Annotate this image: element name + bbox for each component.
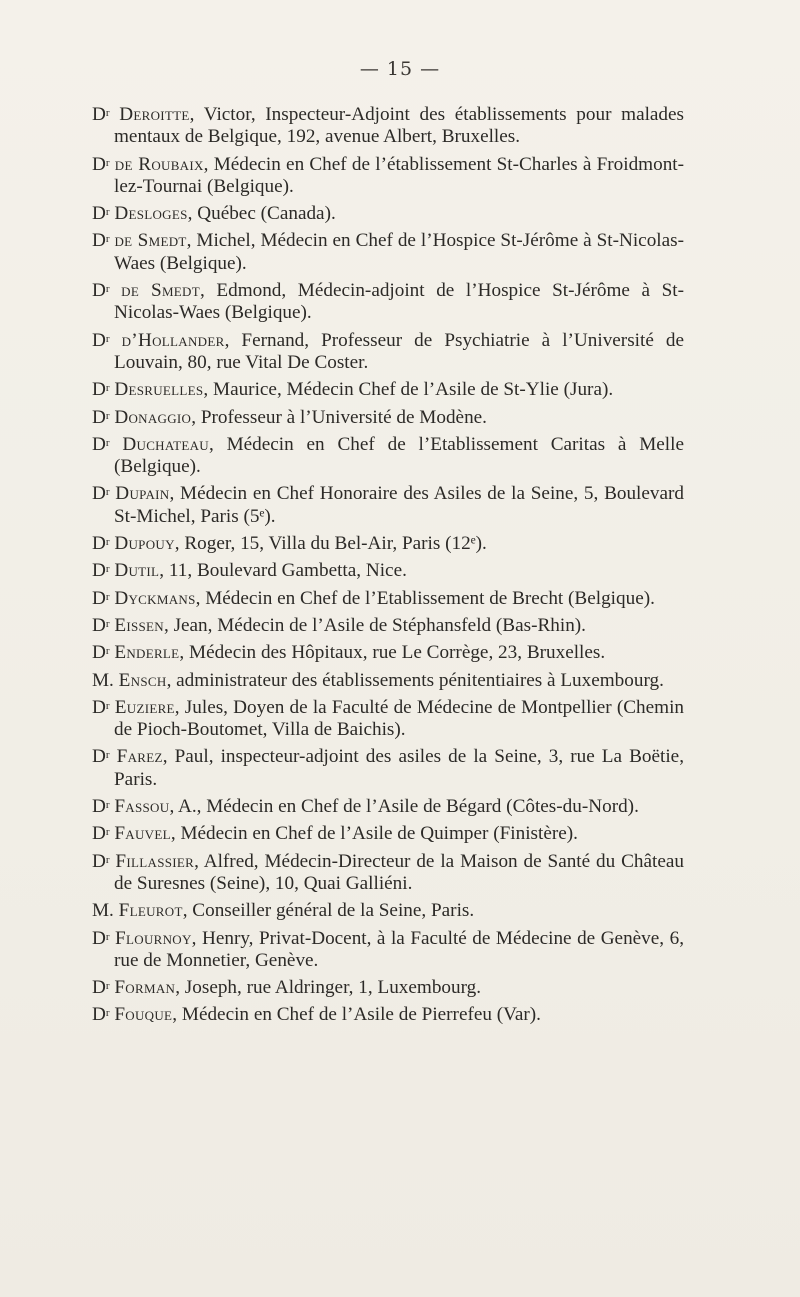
honorific-superscript: r <box>105 617 110 630</box>
honorific <box>92 434 110 455</box>
member-name: Fauvel <box>114 823 171 845</box>
honorific <box>92 642 110 663</box>
member-name: Dyckmans <box>114 587 196 609</box>
list-item <box>92 230 684 275</box>
member-name: Fassou <box>114 796 170 818</box>
member-details: , Médecin en Chef de l’Etablissement Caritas à Melle (Belgique). <box>114 433 684 478</box>
honorific-text: D <box>92 642 106 664</box>
list-item <box>92 379 684 401</box>
honorific-superscript: r <box>105 536 110 549</box>
honorific-text: D <box>92 230 106 252</box>
member-name: Enderle <box>114 642 180 664</box>
honorific-superscript: r <box>105 1007 110 1020</box>
member-details: , Médecin en Chef Honoraire des Asiles de la Seine, 5, Boulevard St-Michel, Paris (5ᵉ). <box>114 483 684 527</box>
member-name: Ensch <box>118 669 167 691</box>
member-details: , Professeur à l’Université de Modène. <box>191 406 487 428</box>
member-details: , Joseph, rue Aldringer, 1, Luxembourg. <box>175 977 482 999</box>
honorific <box>92 670 114 691</box>
member-list <box>92 104 684 1032</box>
honorific-text: D <box>92 850 106 872</box>
honorific <box>92 588 110 609</box>
member-name: Dupain <box>115 483 170 505</box>
list-item <box>92 900 684 922</box>
member-details: , Victor, Inspecteur-Adjoint des établissements pour malades mentaux de Belgique, 192, avenue Albert, Bruxelles. <box>114 104 685 148</box>
honorific-superscript: r <box>105 486 110 499</box>
honorific-text: D <box>92 379 106 401</box>
member-details: , Jules, Doyen de la Faculté de Médecine de Montpellier (Chemin de Pioch-Boutomet, Villa de Baichis). <box>114 696 685 741</box>
honorific-superscript: r <box>105 332 110 345</box>
member-name: Desruelles <box>114 379 204 401</box>
list-item <box>92 104 684 149</box>
member-name: Flournoy <box>115 927 192 949</box>
honorific-superscript: r <box>105 382 110 395</box>
member-details: , Québec (Canada). <box>187 203 336 225</box>
honorific-text: D <box>92 1004 106 1026</box>
honorific <box>92 330 110 351</box>
member-name: de Smedt <box>121 280 200 302</box>
list-item <box>92 330 684 375</box>
member-details: , Michel, Médecin en Chef de l’Hospice St-Jérôme à St-Nicolas-Waes (Belgique). <box>114 230 684 274</box>
list-item <box>92 483 684 528</box>
honorific-superscript: r <box>105 156 110 169</box>
member-details: , Roger, 15, Villa du Bel-Air, Paris (12ᵉ). <box>174 533 487 555</box>
list-item <box>92 154 684 199</box>
member-details: , 11, Boulevard Gambetta, Nice. <box>159 560 407 582</box>
member-details: , Médecin en Chef de l’Asile de Quimper (Finistère). <box>170 823 578 845</box>
honorific-superscript: r <box>105 699 110 712</box>
member-details: , Paul, inspecteur-adjoint des asiles de la Seine, 3, rue La Boëtie, Paris. <box>114 746 684 790</box>
honorific <box>92 560 110 581</box>
member-details: , Médecin en Chef de l’Asile de Pierrefeu (Var). <box>172 1004 541 1026</box>
honorific-text: D <box>92 483 106 505</box>
member-details: , Conseiller général de la Seine, Paris. <box>182 900 475 922</box>
list-item <box>92 977 684 999</box>
member-name: Dutil <box>114 560 160 582</box>
honorific <box>92 746 110 767</box>
honorific <box>92 154 110 175</box>
honorific-superscript: r <box>105 799 110 812</box>
member-details: , administrateur des établissements pénitentiaires à Luxembourg. <box>166 669 664 691</box>
honorific-text: D <box>92 203 106 225</box>
honorific-superscript: r <box>105 206 110 219</box>
list-item <box>92 588 684 610</box>
list-item <box>92 670 684 692</box>
honorific-superscript: r <box>105 980 110 993</box>
honorific <box>92 407 110 428</box>
list-item <box>92 928 684 973</box>
honorific <box>92 697 110 718</box>
member-name: Donaggio <box>114 406 192 428</box>
honorific-superscript: r <box>105 107 110 119</box>
member-name: Fouque <box>114 1004 173 1026</box>
honorific-text: D <box>92 977 106 999</box>
member-name: Euziere <box>114 696 175 718</box>
member-details: , Jean, Médecin de l’Asile de Stéphansfeld (Bas-Rhin). <box>163 614 586 636</box>
list-item <box>92 434 684 479</box>
member-name: Deroitte <box>119 104 190 125</box>
honorific <box>92 533 110 554</box>
member-details: , Henry, Privat-Docent, à la Faculté de Médecine de Genève, 6, rue de Monnetier, Genève. <box>114 927 684 971</box>
honorific-text: D <box>92 280 106 302</box>
list-item <box>92 796 684 818</box>
honorific-superscript: r <box>105 590 110 603</box>
honorific-text: D <box>92 746 106 768</box>
member-details: , Maurice, Médecin Chef de l’Asile de St-Ylie (Jura). <box>203 379 614 401</box>
list-item <box>92 560 684 582</box>
honorific-superscript: r <box>105 436 110 449</box>
member-details: , Médecin en Chef de l’Etablissement de Brecht (Belgique). <box>195 587 655 609</box>
honorific-text: D <box>92 433 106 455</box>
honorific <box>92 1004 110 1025</box>
honorific <box>92 796 110 817</box>
honorific <box>92 230 110 251</box>
member-name: Farez <box>116 746 163 768</box>
honorific-superscript: r <box>105 283 110 296</box>
honorific-text: M. <box>92 900 114 922</box>
member-name: de Smedt <box>114 230 187 252</box>
honorific <box>92 483 110 504</box>
list-item <box>92 407 684 429</box>
member-details: , Edmond, Médecin-adjoint de l’Hospice St-Jérôme à St-Nicolas-Waes (Belgique). <box>114 280 685 324</box>
member-name: de Roubaix <box>114 153 204 175</box>
member-name: Desloges <box>114 203 188 225</box>
honorific <box>92 823 110 844</box>
honorific-text: D <box>92 823 106 845</box>
member-details: , A., Médecin en Chef de l’Asile de Bégard (Côtes-du-Nord). <box>169 796 639 818</box>
list-item <box>92 746 684 791</box>
member-details: , Alfred, Médecin-Directeur de la Maison de Santé du Château de Suresnes (Seine), 10, Quai Galliéni. <box>114 850 684 894</box>
list-item <box>92 533 684 555</box>
list-item <box>92 615 684 637</box>
member-name: Fleurot <box>118 900 183 922</box>
honorific <box>92 900 114 921</box>
honorific-superscript: r <box>105 826 110 839</box>
member-name: Forman <box>114 977 176 999</box>
honorific-text: D <box>92 533 106 555</box>
page-number: — 15 — <box>359 58 441 80</box>
honorific-superscript: r <box>105 930 110 943</box>
member-name: Eissen <box>114 614 164 636</box>
list-item <box>92 642 684 664</box>
honorific <box>92 615 110 636</box>
honorific-text: D <box>92 329 106 351</box>
list-item <box>92 1004 684 1026</box>
honorific <box>92 851 110 872</box>
honorific-text: D <box>92 153 106 175</box>
honorific-text: D <box>92 560 106 582</box>
member-name: Dupouy <box>114 533 175 555</box>
honorific-superscript: r <box>105 563 110 576</box>
honorific-superscript: r <box>105 853 110 866</box>
list-item <box>92 823 684 845</box>
honorific <box>92 104 110 125</box>
honorific-superscript: r <box>105 409 110 422</box>
honorific-text: D <box>92 696 106 718</box>
honorific-text: D <box>92 104 106 125</box>
honorific <box>92 379 110 400</box>
honorific-text: D <box>92 587 106 609</box>
honorific-text: D <box>92 406 106 428</box>
member-name: Duchateau <box>122 433 209 455</box>
honorific-text: D <box>92 927 106 949</box>
honorific-superscript: r <box>105 645 110 658</box>
honorific <box>92 977 110 998</box>
honorific-text: D <box>92 796 106 818</box>
member-details: , Médecin en Chef de l’établissement St-Charles à Froidmont-lez-Tournai (Belgique). <box>114 153 685 197</box>
honorific <box>92 203 110 224</box>
member-details: , Fernand, Professeur de Psychiatrie à l’Université de Louvain, 80, rue Vital De Coster. <box>114 329 684 373</box>
honorific-text: M. <box>92 669 114 691</box>
honorific-text: D <box>92 614 106 636</box>
member-name: d’Hollander <box>121 329 225 351</box>
honorific <box>92 280 110 301</box>
list-item <box>92 697 684 742</box>
member-name: Fillassier <box>115 850 195 872</box>
list-item <box>92 851 684 896</box>
honorific-superscript: r <box>105 233 110 246</box>
honorific <box>92 928 110 949</box>
list-item <box>92 203 684 225</box>
list-item <box>92 280 684 325</box>
honorific-superscript: r <box>105 749 110 762</box>
member-details: , Médecin des Hôpitaux, rue Le Corrège, 23, Bruxelles. <box>179 642 606 664</box>
